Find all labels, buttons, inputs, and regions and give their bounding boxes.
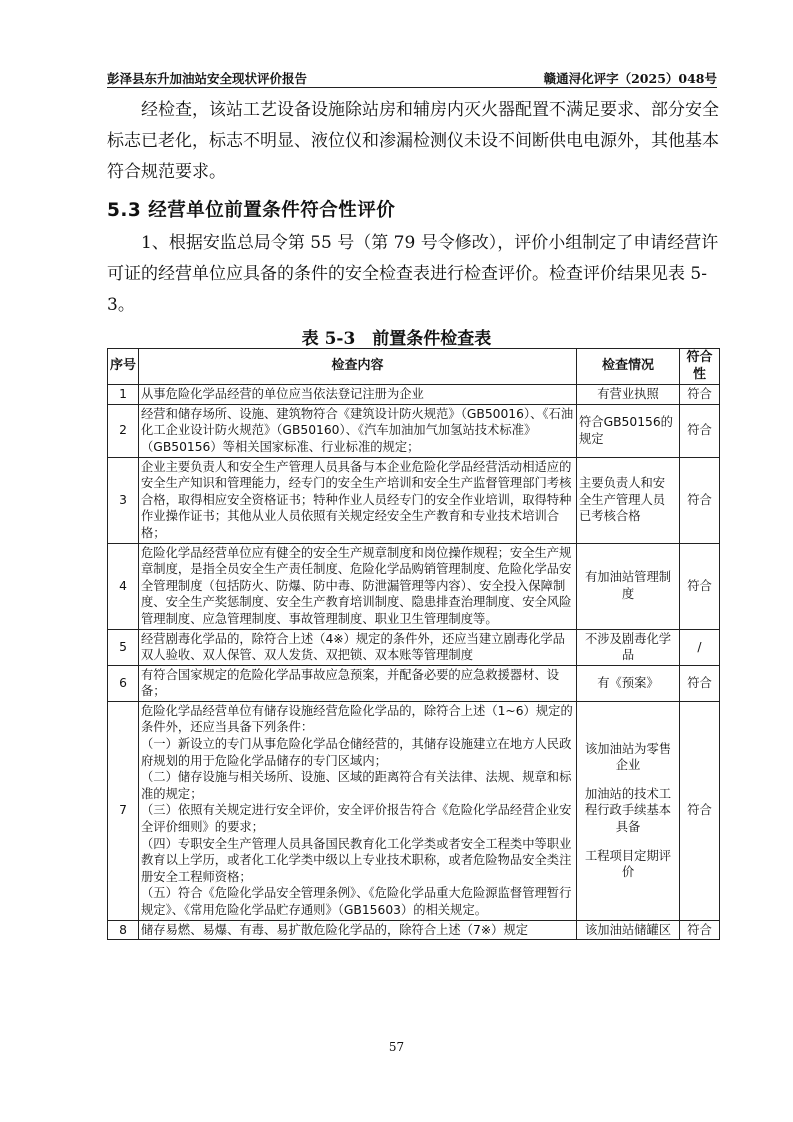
check-result-line: 不涉及剧毒化学品 (584, 631, 672, 663)
check-result (577, 385, 680, 405)
check-result-line: 有《预案》 (597, 675, 659, 690)
compliance-result: 符合 (680, 701, 720, 920)
check-content-line: 从事危险化学品经营的单位应当依法登记注册为企业 (141, 387, 424, 402)
intro-paragraph: 经检查，该站工艺设备设施除站房和辅房内灭火器配置不满足要求、部分安全标志已老化，标志不明显、液位仪和渗漏检测仪未设不间断供电电源外，其他基本符合规范要求。 (107, 100, 719, 182)
check-result-line: 该加油站储罐区 (584, 922, 672, 937)
check-content-line: 企业主要负责人和安全生产管理人员具备与本企业危险化学品经营活动相适应的安全生产知识和管理能力，经专门的安全生产培训和安全生产监督管理部门考核合格，取得相应安全资格证书；特种作业人员经专门的安全作业培训，取得特种作业操作证书；其他从业人员依照有关规定经安全生产教育和专业技术培训合格； (141, 459, 572, 540)
body-paragraph: 1、根据安监总局令第 55 号（第 79 号令修改），评价小组制定了申请经营许可证的经营单位应具备的条件的安全检查表进行检查评价。检查评价结果见表 5-3。 (107, 233, 719, 315)
check-result (577, 404, 680, 457)
check-result-line: 工程项目定期评价 (584, 848, 672, 880)
check-content (139, 701, 577, 920)
header-number: 序号 (108, 349, 139, 385)
check-content-line: （一）新设立的专门从事危险化学品仓储经营的，其储存设施建立在地方人民政府规划的用于危险化学品储存的专门区域内； (141, 737, 572, 768)
check-result-line: 主要负责人和安全生产管理人员已考核合格 (579, 476, 666, 524)
check-result-line: 有营业执照 (597, 387, 659, 402)
header-report-title: 彭泽县东升加油站安全现状评价报告 (107, 71, 308, 86)
check-result (577, 457, 680, 543)
check-result-line: 加油站的技术工程行政手续基本具备 (584, 786, 672, 835)
spacer (579, 774, 677, 786)
compliance-result: 符合 (680, 385, 720, 405)
check-content-line: （三）依照有关规定进行安全评价，安全评价报告符合《危险化学品经营企业安全评价细则》的要求； (141, 803, 572, 835)
check-content (139, 457, 577, 543)
compliance-result: 符合 (680, 665, 720, 701)
spacer (579, 836, 677, 848)
page-number: 57 (388, 1040, 405, 1054)
header-report-number: 赣通浔化评字（2025）048号 (543, 71, 717, 86)
check-content-line: 经营和储存场所、设施、建筑物符合《建筑设计防火规范》（GB50016）、《石油化工企业设计防火规范》（GB50160）、《汽车加油加气加氢站技术标准》（GB50156）等相关国家标准、行业标准的规定； (141, 406, 574, 454)
check-content-line: 储存易燃、易爆、有毒、易扩散危险化学品的，除符合上述（7※）规定 (141, 922, 529, 937)
row-number: 4 (108, 543, 139, 629)
row-number: 5 (108, 629, 139, 665)
check-content (139, 543, 577, 629)
row-number: 7 (108, 701, 139, 920)
table-row (108, 385, 720, 405)
check-content-line: （二）储存设施与相关场所、设施、区域的距离符合有关法律、法规、规章和标准的规定； (141, 770, 572, 801)
header-content: 检查内容 (139, 349, 577, 385)
row-number: 8 (108, 920, 139, 940)
compliance-result: / (680, 629, 720, 665)
table-row (108, 543, 720, 629)
check-result (577, 920, 680, 940)
row-number: 3 (108, 457, 139, 543)
check-content-line: 危险化学品经营单位应有健全的安全生产规章制度和岗位操作规程；安全生产规章制度，是指全员安全生产责任制度、危险化学品购销管理制度、危险化学品安全管理制度（包括防火、防爆、防中毒、防泄漏管理等内容）、安全投入保障制度、安全生产奖惩制度、安全生产教育培训制度、隐患排查治理制度、安全风险管理制度、应急管理制度、事故管理制度、职业卫生管理制度等。 (141, 545, 572, 626)
row-number: 6 (108, 665, 139, 701)
check-result (577, 665, 680, 701)
check-content-line: （五）符合《危险化学品安全管理条例》、《危险化学品重大危险源监督管理暂行规定》、《常用危险化学品贮存通则》（GB15603）的相关规定。 (141, 886, 572, 917)
compliance-result: 符合 (680, 404, 720, 457)
check-content-line: 有符合国家规定的危险化学品事故应急预案，并配备必要的应急救援器材、设备； (141, 667, 560, 699)
check-result (577, 543, 680, 629)
header-compliance: 符合性 (680, 349, 720, 385)
check-result-line: 有加油站管理制度 (584, 570, 672, 602)
compliance-result: 符合 (680, 543, 720, 629)
table-row (108, 701, 720, 920)
table-row (108, 404, 720, 457)
compliance-result: 符合 (680, 920, 720, 940)
table-row (108, 920, 720, 940)
check-result-line: 符合GB50156的规定 (579, 415, 673, 446)
header-result: 检查情况 (577, 349, 680, 385)
section-title: 5.3 经营单位前置条件符合性评价 (107, 200, 396, 221)
compliance-result: 符合 (680, 457, 720, 543)
check-content (139, 920, 577, 940)
table-caption: 表 5-3 前置条件检查表 (301, 329, 492, 349)
row-number: 1 (108, 385, 139, 405)
check-content (139, 385, 577, 405)
check-content-line: 经营剧毒化学品的，除符合上述（4※）规定的条件外，还应当建立剧毒化学品双人验收、双人保管、双人发货、双把锁、双本账等管理制度 (141, 631, 565, 663)
table-row (108, 457, 720, 543)
check-content-line: （四）专职安全生产管理人员具备国民教育化工化学类或者安全工程类中等职业教育以上学历，或者化工化学类中级以上专业技术职称，或者危险物品安全类注册安全工程师资格； (141, 836, 572, 884)
running-header (107, 67, 717, 88)
table-row (108, 665, 720, 701)
precondition-check-table (107, 348, 720, 940)
table-row (108, 629, 720, 665)
table-header-row (108, 349, 720, 385)
check-result (577, 629, 680, 665)
check-content-line: 危险化学品经营单位有储存设施经营危险化学品的，除符合上述（1~6）规定的条件外，还应当具备下列条件： (141, 703, 573, 735)
row-number: 2 (108, 404, 139, 457)
check-result (577, 701, 680, 920)
check-result-line: 该加油站为零售企业 (584, 741, 672, 773)
check-content (139, 629, 577, 665)
check-content (139, 665, 577, 701)
check-content (139, 404, 577, 457)
